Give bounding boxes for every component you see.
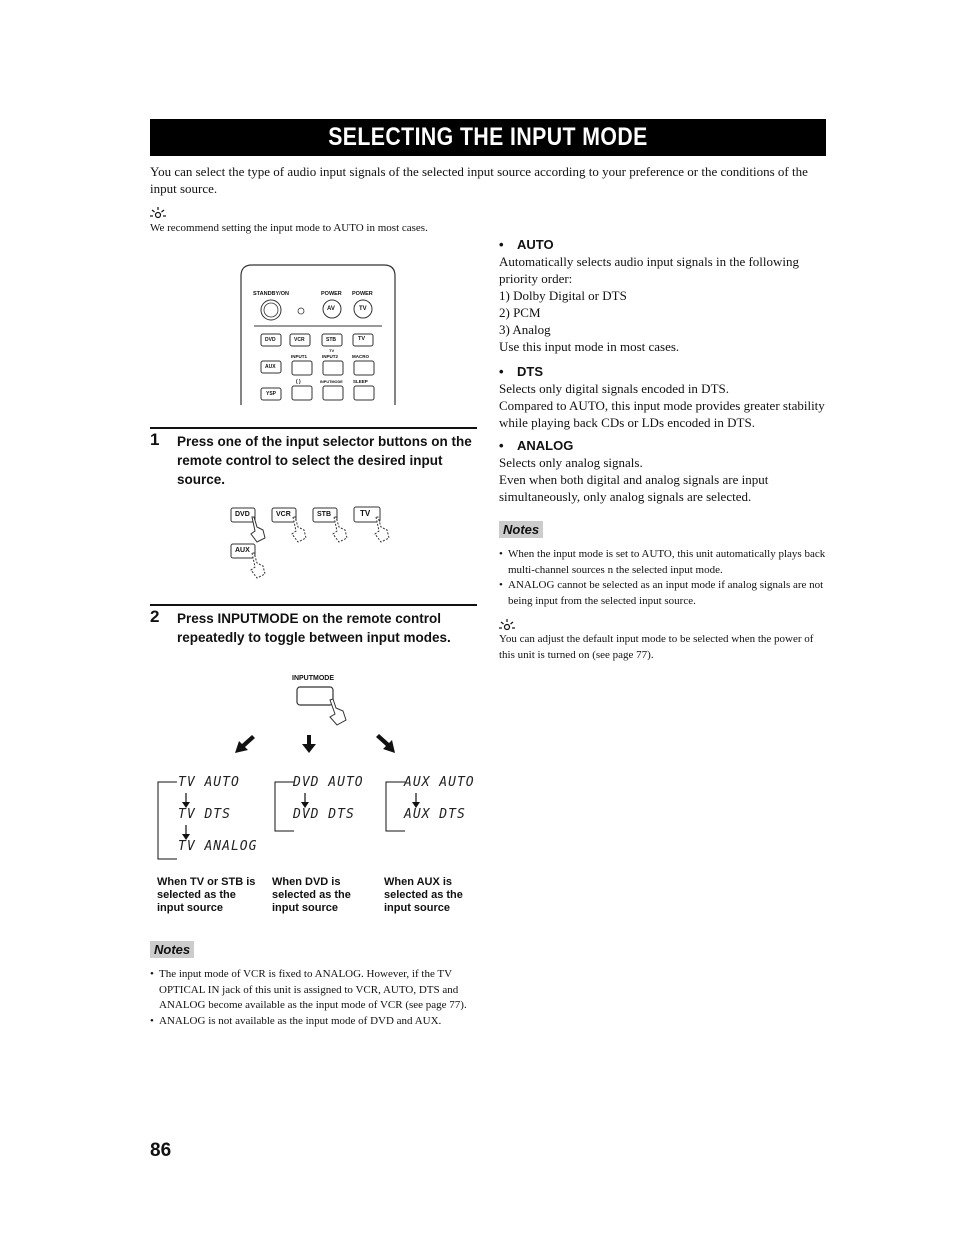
inputmode-button-hand-icon [292, 684, 352, 726]
caption-dvd: When DVD is selected as the input source [272, 876, 351, 914]
remote-tv-label: TV [358, 336, 366, 342]
notes-badge-left: Notes [150, 941, 194, 959]
step1-rule [150, 427, 477, 429]
notes-badge-right: Notes [499, 521, 543, 539]
mode-auto-line: Use this input mode in most cases. [499, 339, 680, 354]
remote-standby-label: STANDBY/ON [253, 291, 289, 297]
remote-vcr-label: VCR [294, 337, 305, 343]
selector-buttons-figure [230, 505, 400, 585]
display-tv-auto: TV AUTO [178, 775, 240, 790]
remote-inputmode-label: INPUTMODE [320, 380, 343, 384]
aux-button-label: AUX [235, 547, 250, 554]
display-tv-analog: TV ANALOG [178, 839, 258, 854]
dvd-button-label: DVD [235, 511, 250, 518]
mode-dts-line: Selects only digital signals encoded in DTS. [499, 381, 729, 396]
direction-arrows-icon [230, 733, 410, 757]
remote-av-label: AV [327, 306, 335, 312]
mode-dts-heading: DTS [517, 364, 543, 379]
mode-analog-line: Selects only analog signals. [499, 455, 643, 470]
caption-aux: When AUX is selected as the input source [384, 876, 463, 914]
stb-button-label: STB [317, 511, 331, 518]
mode-analog-line: Even when both digital and analog signals are input simultaneously, only analog signals are selected. [499, 472, 769, 504]
mode-dts-section: • DTS Selects only digital signals encoded in DTS. Compared to AUTO, this input mode provides greater stability while playing back CDs or LDs encoded in DTS. [499, 363, 829, 431]
note-item: • ANALOG is not available as the input mode of DVD and AUX. [150, 1014, 478, 1030]
inputmode-label: INPUTMODE [292, 675, 334, 682]
remote-ysp-label: YSP [266, 391, 277, 397]
note-item: • When the input mode is set to AUTO, this unit automatically plays back multi-channel sources n the selected input mode. [499, 547, 827, 578]
notes-list-right [499, 547, 827, 609]
mode-auto-heading: AUTO [517, 237, 554, 252]
tip-text-2: You can adjust the default input mode to be selected when the power of this unit is turned on (see page 77). [499, 633, 814, 661]
col1-bracket [155, 775, 180, 865]
mode-auto-line: 2) PCM [499, 305, 541, 320]
remote-tv-small-label: TV [329, 348, 335, 353]
mode-auto-section: • AUTO Automatically selects audio input signals in the following priority order: 1) Dolby Digital or DTS 2) PCM 3) Analog Use this input mode in most cases. [499, 236, 829, 355]
page-number: 86 [150, 1140, 172, 1161]
display-dvd-auto: DVD AUTO [293, 775, 364, 790]
caption-tv-stb: When TV or STB is selected as the input source [157, 876, 256, 914]
tip-icon [499, 618, 515, 632]
vcr-button-label: VCR [276, 511, 291, 518]
note-item: • ANALOG cannot be selected as an input mode if analog signals are not being input from the selected input source. [499, 578, 827, 609]
remote-illustration [240, 264, 396, 405]
remote-power1-label: POWER [321, 291, 342, 297]
mode-auto-line: 3) Analog [499, 322, 551, 337]
mode-auto-line: 1) Dolby Digital or DTS [499, 288, 627, 303]
remote-power2-label: POWER [352, 291, 373, 297]
tv-button-label: TV [360, 509, 371, 518]
mode-analog-section: • ANALOG Selects only analog signals. Even when both digital and analog signals are input simultaneously, only analog signals are selected. [499, 437, 829, 505]
remote-input1-label: INPUT1 [291, 354, 308, 359]
remote-tv-power-label: TV [359, 306, 367, 312]
display-tv-dts: TV DTS [178, 807, 231, 822]
step2-rule [150, 604, 477, 606]
remote-macro-label: MACRO [352, 354, 369, 359]
step2-text: Press INPUTMODE on the remote control repeatedly to toggle between input modes. [177, 611, 451, 645]
step2-number: 2 [150, 607, 160, 626]
tip-text: We recommend setting the input mode to AUTO in most cases. [150, 222, 428, 234]
remote-aux-label: AUX [265, 364, 276, 370]
remote-sleep-label: SLEEP [353, 379, 368, 384]
display-dvd-dts: DVD DTS [293, 807, 355, 822]
mode-auto-line: Automatically selects audio input signals in the following priority order: [499, 254, 800, 286]
step1-text: Press one of the input selector buttons on the remote control to select the desired input source. [177, 434, 472, 487]
remote-dvd-label: DVD [265, 337, 276, 343]
mode-analog-heading: ANALOG [517, 438, 574, 453]
page-title: SELECTING THE INPUT MODE [150, 119, 826, 156]
display-aux-dts: AUX DTS [404, 807, 466, 822]
display-aux-auto: AUX AUTO [404, 775, 475, 790]
note-item: • The input mode of VCR is fixed to ANALOG. However, if the TV OPTICAL IN jack of this unit is assigned to VCR, AUTO, DTS and ANALOG become available as the input mode of VCR (see page 77). [150, 967, 478, 1014]
notes-list-left [150, 967, 478, 1029]
step1-number: 1 [150, 430, 160, 449]
intro-paragraph: You can select the type of audio input signals of the selected input source according to your preference or the conditions of the input source. [150, 164, 808, 196]
tip-icon [150, 206, 166, 220]
remote-input2-label: INPUT2 [322, 354, 339, 359]
remote-stb-label: STB [326, 337, 336, 343]
remote-paren-label: ( ) [296, 379, 301, 385]
mode-dts-line: Compared to AUTO, this input mode provides greater stability while playing back CDs or LDs encoded in DTS. [499, 398, 825, 430]
